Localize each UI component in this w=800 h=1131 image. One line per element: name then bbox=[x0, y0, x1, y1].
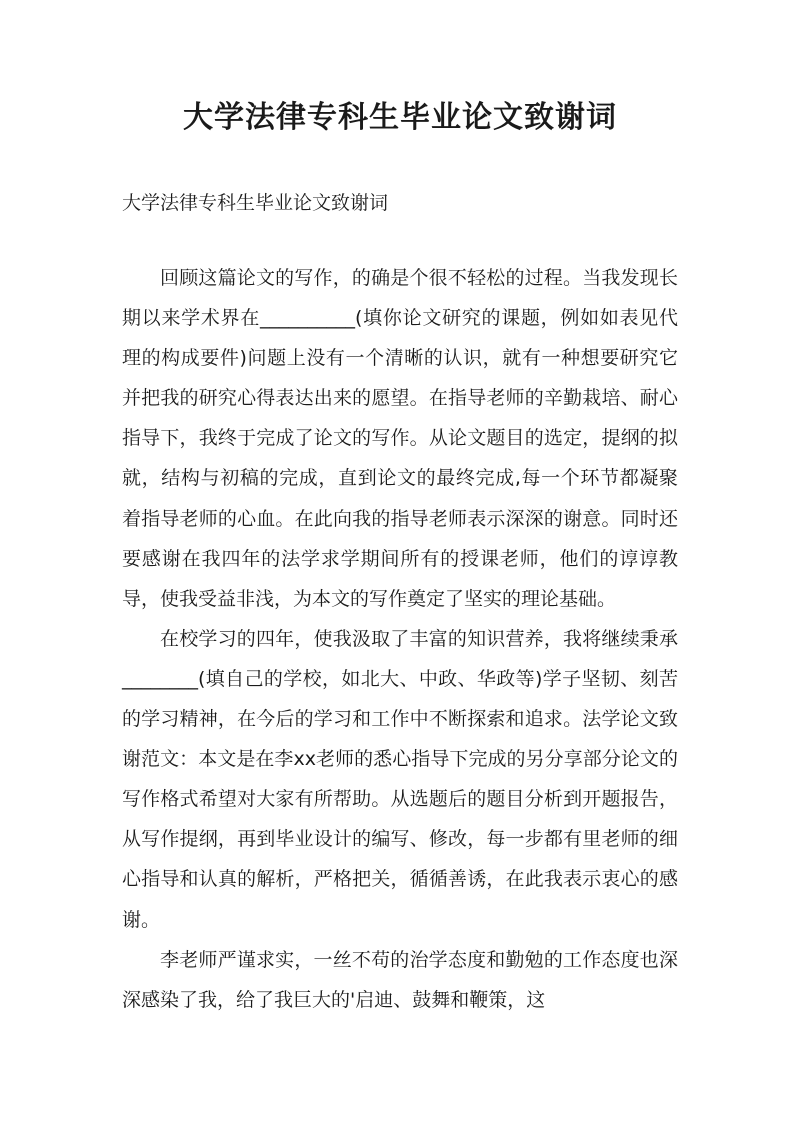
document-body bbox=[122, 258, 678, 1020]
document-subtitle: 大学法律专科生毕业论文致谢词 bbox=[122, 192, 389, 214]
paragraph-1: 回顾这篇论文的写作，的确是个很不轻松的过程。当我发现长期以来学术界在__________(填你论文研究的课题，例如如表见代理的构成要件)问题上没有一个清晰的认识，就有一种想要研究它并把我的研究心得表达出来的愿望。在指导老师的辛勤栽培、耐心指导下，我终于完成了论文的写作。从论文题目的选定，提纲的拟就，结构与初稿的完成，直到论文的最终完成,每一个环节都凝聚着指导老师的心血。在此向我的指导老师表示深深的谢意。同时还要感谢在我四年的法学求学期间所有的授课老师，他们的谆谆教导，使我受益非浅，为本文的写作奠定了坚实的理论基础。 bbox=[122, 267, 678, 610]
document-title: 大学法律专科生毕业论文致谢词 bbox=[183, 100, 617, 135]
paragraph-2: 在校学习的四年，使我汲取了丰富的知识营养，我将继续秉承________(填自己的学校，如北大、中政、华政等)学子坚韧、刻苦的学习精神，在今后的学习和工作中不断探索和追求。法学论文致谢范文：本文是在李xx老师的悉心指导下完成的另分享部分论文的写作格式希望对大家有所帮助。从选题后的题目分析到开题报告，从写作提纲，再到毕业设计的编写、修改，每一步都有里老师的细心指导和认真的解析，严格把关，循循善诱，在此我表示衷心的感谢。 bbox=[122, 627, 678, 931]
paragraph-3: 李老师严谨求实，一丝不苟的治学态度和勤勉的工作态度也深深感染了我，给了我巨大的'启迪、鼓舞和鞭策，这 bbox=[122, 948, 678, 1011]
